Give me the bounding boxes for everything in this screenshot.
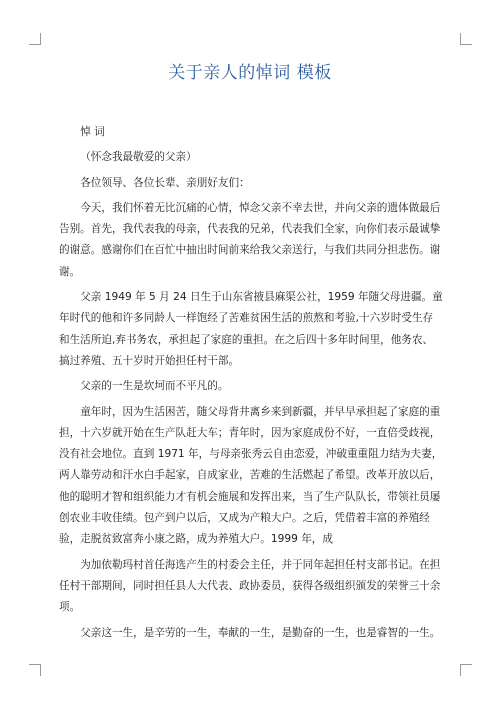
crop-mark-top-left <box>29 33 41 45</box>
document-title: 关于亲人的悼词 模板 <box>168 63 332 83</box>
eulogy-heading: 悼 词 <box>80 126 105 138</box>
body-paragraph: 童年时，因为生活困苦，随父母背井离乡来到新疆，并早早承担起了家庭的重担，十六岁就开始在生产队赶大车；青年时，因为家庭成份不好，一直倍受歧视，没有社会地位。直到 1971 年，与母亲张秀云自由恋爱，冲破重重阻力结为夫妻，两人靠劳动和汗水白手起家，自成家业，苦难的生活燃起了希望。改革开放以后，他的聪明才智和组织能力才有机会施展和发挥出来，当了生产队队长，带领社员屡创农业丰收佳绩。包产到户以后，又成为产粮大户。之后，凭借着丰富的养殖经验，走脱贫致富奔小康之路，成为养殖大户。1999 年，成 <box>59 405 443 546</box>
body-paragraph: 父亲 1949 年 5 月 24 日生于山东省掖县麻渠公社，1959 年随父母进疆。童年时代的他和许多同龄人一样饱经了苦难贫困生活的煎熬和考验,十六岁时受生存和生活所迫,弃书务农，承担起了家庭的重担。在之后四十多年时间里，他务农、搞过养殖、五十岁时开始担任村干部。 <box>59 291 443 367</box>
dedication-line: （怀念我最敬爱的父亲） <box>80 151 197 164</box>
body-paragraph: 今天，我们怀着无比沉痛的心情，悼念父亲不幸去世，并向父亲的遗体做最后告别。首先，我代表我的母亲，代表我的兄弟，代表我们全家，向你们表示最诚挚的谢意。感谢你们在百忙中抽出时间前来给我父亲送行，与我们共同分担悲伤。谢谢。 <box>59 201 441 278</box>
body-paragraph: 父亲的一生是坎坷而不平凡的。 <box>80 380 229 393</box>
crop-mark-top-right <box>460 33 472 45</box>
crop-mark-bottom-right <box>460 664 472 676</box>
document-body <box>59 122 443 644</box>
salutation-line: 各位领导、各位长辈、亲朋好友们： <box>80 176 250 189</box>
body-paragraph: 父亲这一生，是辛劳的一生，奉献的一生，是勤奋的一生，也是睿智的一生。 <box>80 626 441 639</box>
body-paragraph: 为加依勒玛村首任海选产生的村委会主任，并于同年起担任村支部书记。在担任村干部期间，同时担任县人大代表、政协委员，获得各级组织颁发的荣誉三十余项。 <box>59 558 441 614</box>
crop-mark-bottom-left <box>29 664 41 676</box>
